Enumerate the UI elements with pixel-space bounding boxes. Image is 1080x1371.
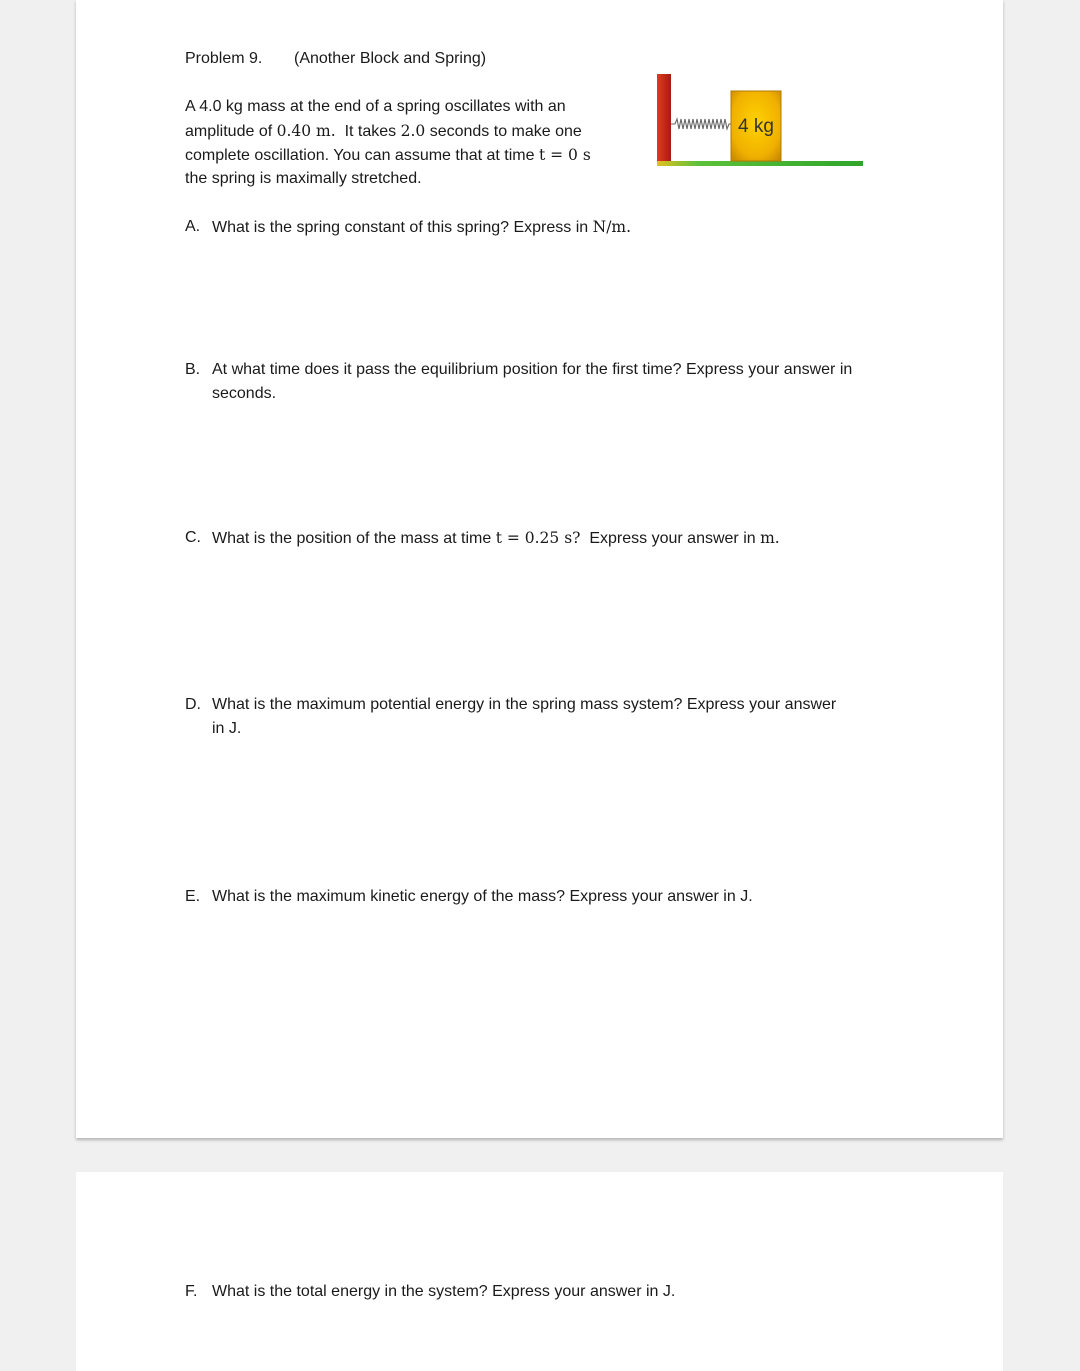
problem-title: (Another Block and Spring) <box>294 50 487 67</box>
document-page-1: Problem 9. (Another Block and Spring) A 4.0 kg mass at the end of a spring oscillates with an amplitude of 0.40 m. It takes 2.0 seconds to make one complete oscillation. You can assume that at time t = 0 s the spring is maximally stretched. 4 kg A. What is the spring constant of this spring? Express in N/m. B. At what time does it pass the equilibrium position for the first time? Express your answer in seconds. C. What is the position of the mass at time t = 0.25 s? Express your answer in m. D. What is the maximum potential energy in the spring mass system? Express your answer in J. E. What is the maximum kinetic energy of the mass? Express your answer in J. <box>76 0 1003 1138</box>
document-page-2: F. What is the total energy in the system? Express your answer in J. <box>76 1172 1003 1371</box>
problem-number: Problem 9. <box>185 50 263 67</box>
floor <box>657 161 863 166</box>
mass-label: 4 kg <box>738 116 774 137</box>
intro-line-2: amplitude of 0.40 m. It takes 2.0 seconds to make one <box>185 122 582 140</box>
spring-coil <box>671 119 731 129</box>
intro-line-1: A 4.0 kg mass at the end of a spring oscillates with an <box>185 98 566 115</box>
block-spring-diagram <box>657 74 863 168</box>
wall <box>657 74 671 166</box>
intro-line-4: the spring is maximally stretched. <box>185 170 422 187</box>
intro-line-3: complete oscillation. You can assume that at time t = 0 s <box>185 146 591 164</box>
